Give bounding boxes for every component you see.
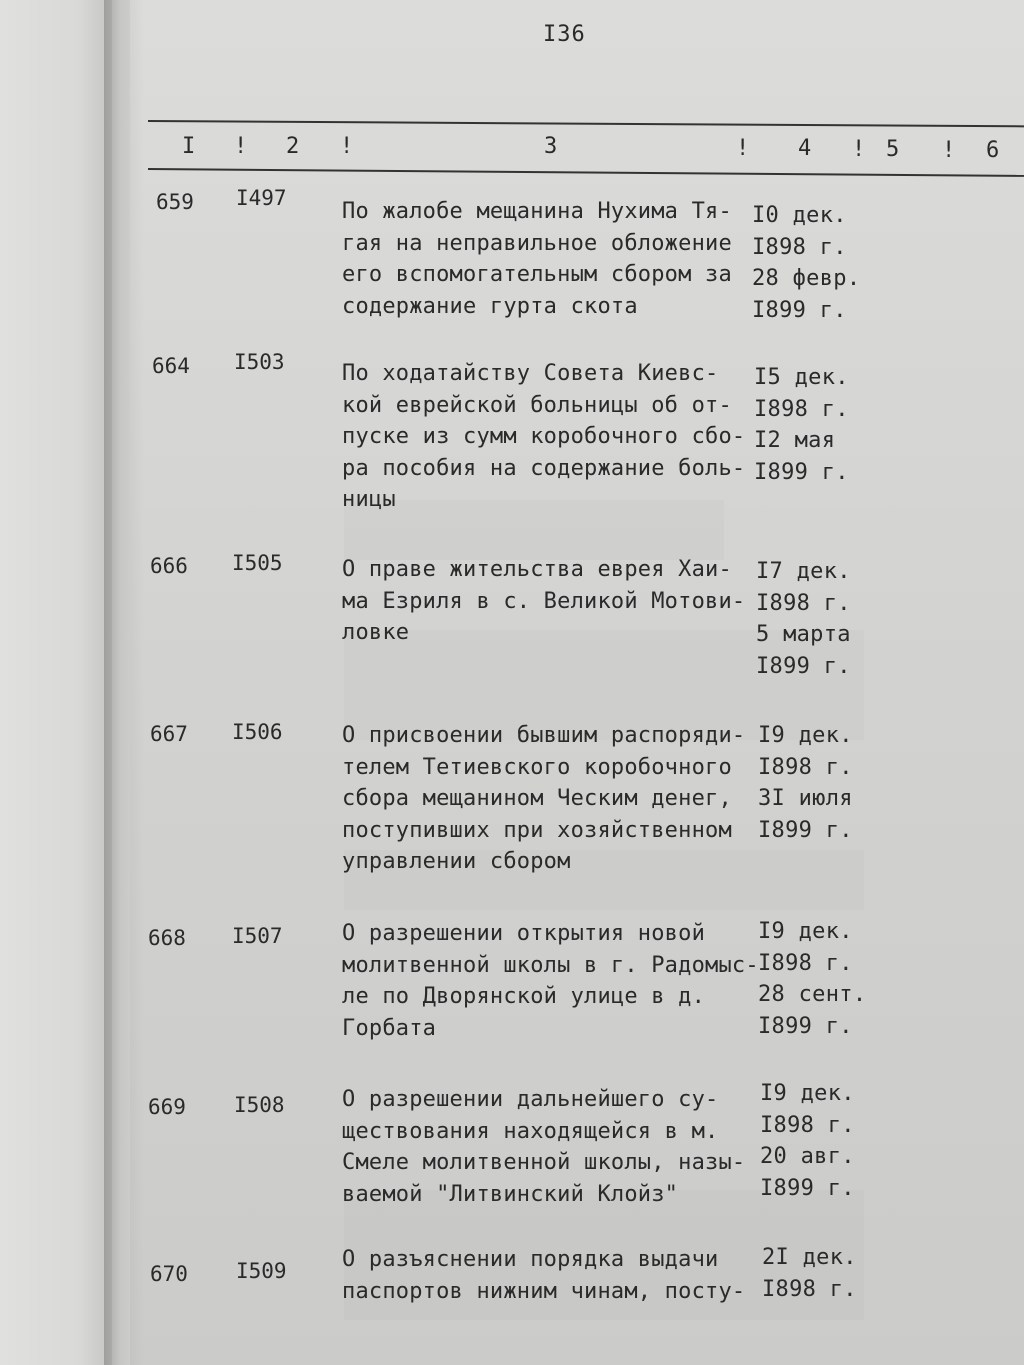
entry-dates: 2I дек. I898 г.: [762, 1245, 857, 1302]
entry-dates: I0 дек. I898 г. 28 февр. I899 г.: [752, 203, 861, 323]
entry-number: 668: [148, 926, 186, 950]
file-number: I497: [236, 186, 287, 210]
file-number: I505: [232, 551, 283, 575]
entry-dates: I9 дек. I898 г. 3I июля I899 г.: [758, 723, 853, 843]
entry-dates: I7 дек. I898 г. 5 марта I899 г.: [756, 559, 851, 679]
entry-description: О присвоении бывшим распоряди- телем Тетиевского коробочного сбора мещанином Ческим денег, поступивших при хозяйственном управлении сбором: [342, 723, 746, 874]
entry-description: О праве жительства еврея Хаи- ма Езриля в с. Великой Мотови- ловке: [342, 557, 746, 645]
entry-description: О разрешении открытия новой молитвенной школы в г. Радомыс- ле по Дворянской улице в д. Горбата: [342, 921, 759, 1041]
file-number: I508: [234, 1093, 285, 1117]
header-separator: !: [942, 138, 956, 163]
file-number: I507: [232, 924, 283, 948]
header-col-1: I: [182, 134, 196, 159]
header-separator: !: [340, 134, 354, 159]
file-number: I503: [234, 350, 285, 374]
entry-number: 659: [156, 190, 194, 214]
header-separator: !: [736, 136, 750, 161]
header-col-2: 2: [286, 134, 300, 159]
entry-description: По ходатайству Совета Киевс- кой еврейской больницы об от- пуске из сумм коробочного сбо- ра пособия на содержание боль- ницы: [342, 361, 746, 512]
file-number: I509: [236, 1259, 287, 1283]
page-number: I36: [543, 22, 586, 47]
entry-description: О разрешении дальнейшего су- ществования находящейся в м. Смеле молитвенной школы, назы- ваемой "Литвинский Клойз": [342, 1087, 746, 1207]
entry-dates: I9 дек. I898 г. 28 сент. I899 г.: [758, 919, 867, 1039]
entry-number: 670: [150, 1262, 188, 1286]
entry-dates: I9 дек. I898 г. 20 авг. I899 г.: [760, 1081, 855, 1201]
header-separator: !: [234, 134, 248, 159]
book-spine-shadow: [104, 0, 144, 1365]
header-col-5: 5: [886, 137, 900, 162]
entry-description: По жалобе мещанина Нухима Тя- гая на неправильное обложение его вспомогательным сбором за содержание гурта скота: [342, 199, 732, 319]
entry-number: 666: [150, 554, 188, 578]
entry-number: 664: [152, 354, 190, 378]
header-col-3: 3: [544, 134, 558, 159]
entry-description: О разъяснении порядка выдачи паспортов нижним чинам, посту-: [342, 1247, 746, 1304]
entry-number: 667: [150, 722, 188, 746]
header-col-4: 4: [798, 136, 812, 161]
facing-page-edge: [0, 0, 112, 1365]
file-number: I506: [232, 720, 283, 744]
entry-number: 669: [148, 1095, 186, 1119]
header-separator: !: [852, 137, 866, 162]
entry-dates: I5 дек. I898 г. I2 мая I899 г.: [754, 365, 849, 485]
header-col-6: 6: [986, 138, 1000, 163]
